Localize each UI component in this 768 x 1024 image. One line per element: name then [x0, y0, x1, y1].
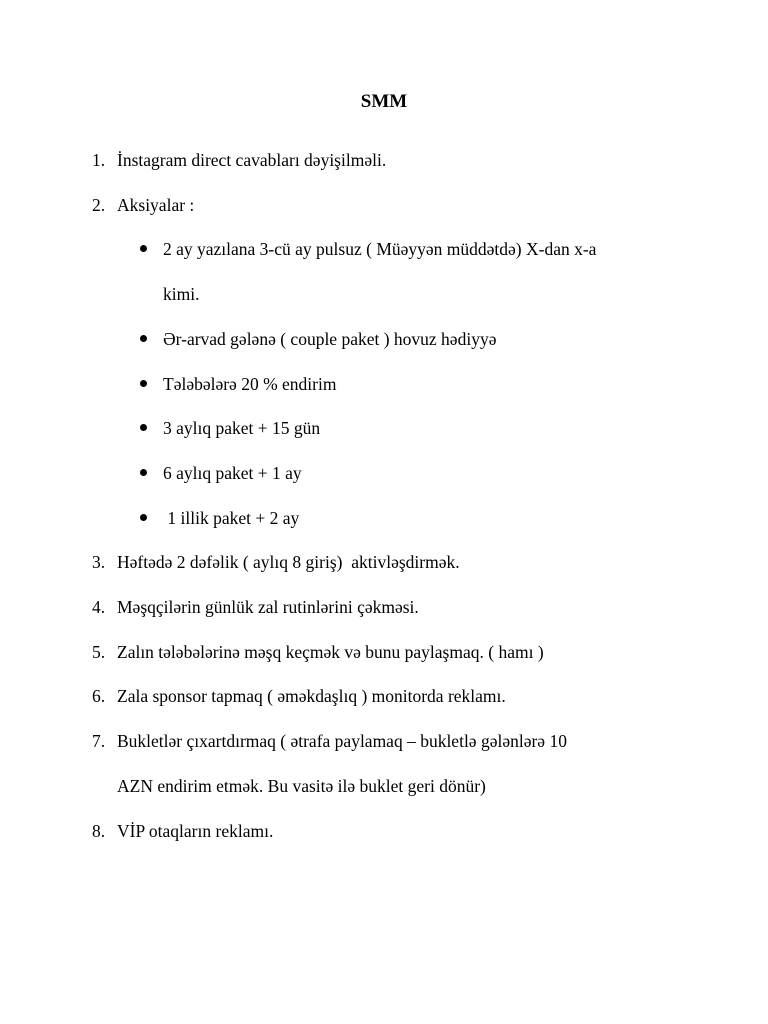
list-number: 1.: [92, 150, 106, 170]
bullet-icon: [140, 245, 147, 252]
list-item-continuation: AZN endirim etmək. Bu vasitə ilə buklet geri dönür): [117, 776, 486, 796]
document-title: SMM: [360, 91, 408, 112]
list-item: Həftədə 2 dəfəlik ( aylıq 8 giriş) aktivləşdirmək.: [117, 552, 460, 572]
bullet-icon: [140, 380, 147, 387]
sub-list-item: Tələbələrə 20 % endirim: [163, 374, 337, 394]
sub-list-item-continuation: kimi.: [163, 284, 200, 304]
list-item: İnstagram direct cavabları dəyişilməli.: [117, 150, 387, 170]
sub-list-item: Ər-arvad gələnə ( couple paket ) hovuz hədiyyə: [163, 329, 497, 349]
bullet-icon: [140, 469, 147, 476]
list-item: Zala sponsor tapmaq ( əməkdaşlıq ) monitorda reklamı.: [117, 686, 506, 706]
list-item: Aksiyalar :: [117, 195, 195, 215]
list-number: 4.: [92, 597, 106, 617]
list-number: 3.: [92, 552, 106, 572]
bullet-icon: [140, 335, 147, 342]
list-number: 7.: [92, 731, 106, 751]
list-item: Zalın tələbələrinə məşq keçmək və bunu paylaşmaq. ( hamı ): [117, 642, 544, 662]
list-item: Bukletlər çıxartdırmaq ( ətrafa paylamaq – bukletlə gələnlərə 10: [117, 731, 567, 751]
sub-list-item: 2 ay yazılana 3-cü ay pulsuz ( Müəyyən müddətdə) X-dan x-a: [163, 239, 597, 259]
list-number: 2.: [92, 195, 106, 215]
list-number: 5.: [92, 642, 106, 662]
bullet-icon: [140, 424, 147, 431]
list-number: 8.: [92, 821, 106, 841]
list-item: Məşqçilərin günlük zal rutinlərini çəkməsi.: [117, 597, 419, 617]
sub-list-item: 3 aylıq paket + 15 gün: [163, 418, 321, 438]
list-number: 6.: [92, 686, 106, 706]
sub-list-item: 6 aylıq paket + 1 ay: [163, 463, 302, 483]
sub-list-item: 1 illik paket + 2 ay: [163, 508, 300, 528]
list-item: VİP otaqların reklamı.: [117, 821, 274, 841]
bullet-icon: [140, 514, 147, 521]
